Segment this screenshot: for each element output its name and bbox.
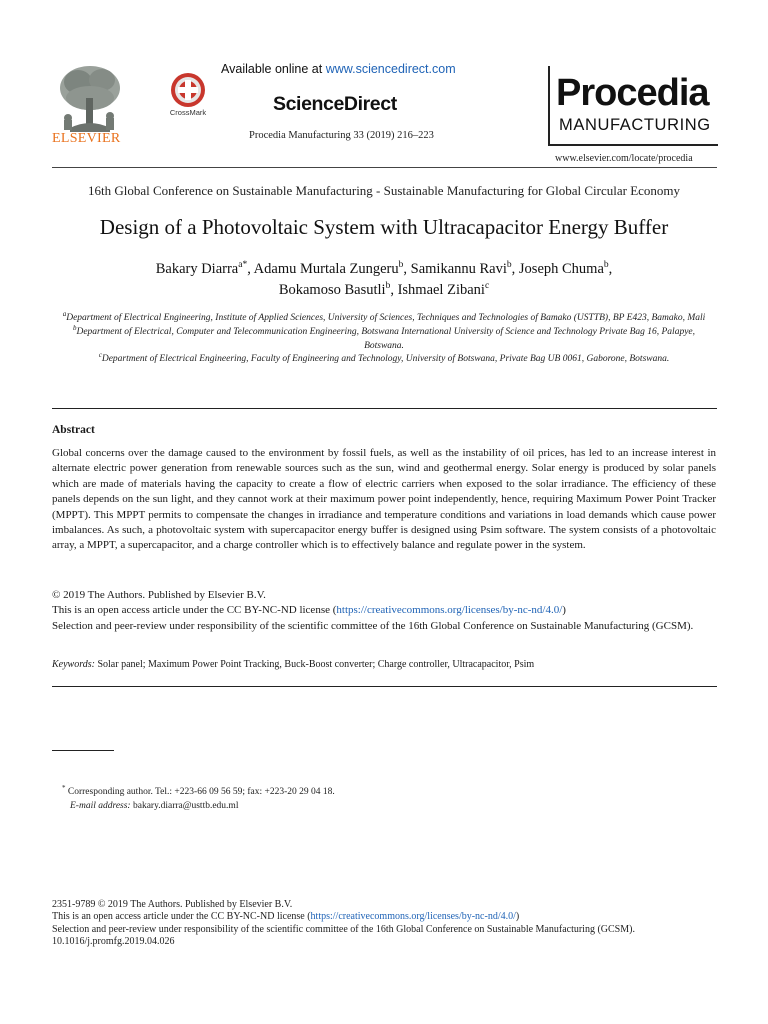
corresponding-line: * Corresponding author. Tel.: +223-66 09 56 59; fax: +223-20 29 04 18.: [62, 783, 335, 797]
bottom-copyright-block: [52, 899, 722, 949]
peer-review-line: Selection and peer-review under responsibility of the scientific committee of the 16th Global Conference on Sustainable Manufacturing (GCSM).: [52, 619, 694, 632]
journal-logo-subtitle: MANUFACTURING: [559, 116, 711, 134]
bottom-open-access-line: This is an open access article under the CC BY-NC-ND license (https://creativecommons.org/licenses/by-nc-nd/4.0/): [52, 911, 520, 923]
conference-name: 16th Global Conference on Sustainable Manufacturing - Sustainable Manufacturing for Global Circular Economy: [87, 183, 681, 198]
keywords-label: Keywords:: [52, 659, 95, 670]
elsevier-wordmark: ELSEVIER: [52, 131, 121, 146]
open-access-line: This is an open access article under the CC BY-NC-ND license (https://creativecommons.org/licenses/by-nc-nd/4.0/): [52, 604, 566, 617]
author: Bokamoso Basutli$^b$,: [278, 281, 398, 298]
copyright-line: © 2019 The Authors. Published by Elsevier B.V.: [52, 589, 266, 601]
email-line: E-mail address: bakary.diarra@usttb.edu.ml: [70, 800, 239, 811]
author: Samikannu Ravi$^b$,: [410, 260, 519, 277]
footnote-rule: [52, 750, 114, 751]
keywords: [52, 659, 716, 670]
sciencedirect-link[interactable]: www.sciencedirect.com: [325, 62, 456, 76]
author: Bakary Diarra$^{a*}$,: [155, 260, 254, 277]
journal-citation: Procedia Manufacturing 33 (2019) 216–223: [249, 130, 434, 141]
affiliations: [60, 309, 708, 367]
affiliation-c: $^c$Department of Electrical Engineering, Faculty of Engineering and Technology, University of Botswana, Private Bag UB 0061, Gaborone, Botswana.: [98, 351, 670, 365]
crossmark-label: CrossMark: [169, 108, 207, 117]
availability-prefix: Available online at: [221, 62, 326, 76]
license-link[interactable]: https://creativecommons.org/licenses/by-nc-nd/4.0/: [336, 604, 563, 617]
bottom-license-link[interactable]: https://creativecommons.org/licenses/by-nc-nd/4.0/: [310, 911, 516, 923]
affiliation-a: $^a$Department of Electrical Engineering, Institute of Applied Sciences, University of Sciences, Techniques and Technologies of Bamako (USTTB), BP E423, Bamako, Mali: [62, 309, 706, 323]
sciencedirect-wordmark: ScienceDirect: [273, 93, 397, 115]
author-email[interactable]: bakary.diarra@usttb.edu.ml: [130, 800, 239, 811]
corresponding-author-footnote: [62, 783, 335, 813]
bottom-peer-review-line: Selection and peer-review under responsibility of the scientific committee of the 16th Global Conference on Sustainable Manufacturing (GCSM).: [52, 923, 635, 935]
affiliation-b: $^b$Department of Electrical, Computer and Telecommunication Engineering, Botswana International University of Science and Technology Private Bag 16, Palapye, Botswana.: [72, 323, 696, 351]
author: Joseph Chuma$^b$,: [518, 260, 613, 277]
journal-url[interactable]: www.elsevier.com/locate/procedia: [555, 153, 693, 164]
abstract-heading: Abstract: [52, 424, 95, 436]
abstract-body: Global concerns over the damage caused to the environment by fossil fuels, as well as the instability of oil prices, has led to an increase interest in alternate electric power generation from renewable sources such as the sun, wind and geothermal energy. Solar energy is produced by solar panels which are made of materials having the capacity to create a flow of electric carriers when exposed to the solar irradiance. The efficiency of these panels depends on the sun light, and they cannot work at their maximum power point independently, hence, requiring Maximum Power Point Tracker (MPPT). This MPPT permits to compensate the changes in irradiance and temperature conditions and variations in load demands which cause power imbalances. As such, a photovoltaic system with supercapacitor energy buffer is designed using Psim software. The system consists of a photovoltaic array, a MPPT, a supercapacitor, and a charge controller which is to effectively balance and regulate power in the system.: [52, 447, 716, 552]
paper-title: Design of a Photovoltaic System with Ultracapacitor Energy Buffer: [99, 215, 669, 239]
author: Adamu Murtala Zungeru$^b$,: [253, 260, 411, 277]
keywords-text: Solar panel; Maximum Power Point Tracking, Buck-Boost converter; Charge controller, Ultracapacitor, Psim: [94, 659, 535, 670]
journal-logo-title: Procedia: [556, 72, 709, 114]
issn-line: 2351-9789 © 2019 The Authors. Published by Elsevier B.V.: [52, 899, 293, 910]
availability-line: [221, 62, 456, 76]
author: Ishmael Zibani$^c$: [397, 281, 490, 298]
abstract-license: [52, 588, 716, 634]
abstract-top-rule: [52, 408, 717, 409]
abstract-bottom-rule: [52, 686, 717, 687]
header-divider: [52, 167, 717, 168]
doi[interactable]: 10.1016/j.promfg.2019.04.026: [52, 936, 175, 948]
author-list: [0, 259, 768, 301]
